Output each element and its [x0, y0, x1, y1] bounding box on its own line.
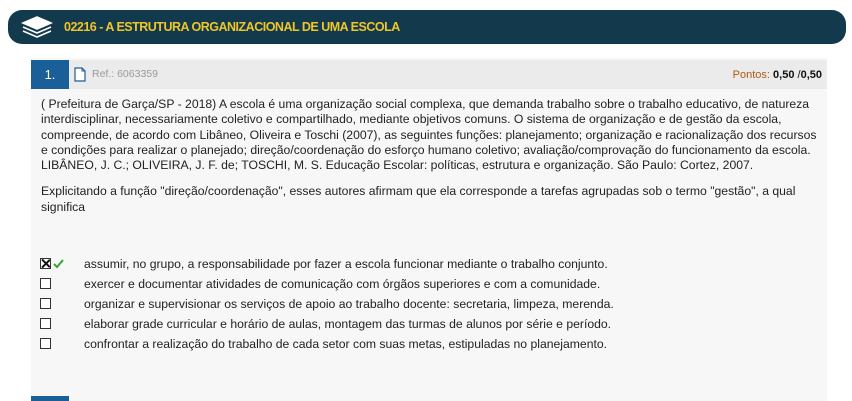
- answer-option-d[interactable]: [40, 318, 820, 338]
- question-prompt: Explicitando a função "direção/coordenação", esses autores afirmam que ela corresponde a tarefas agrupadas sob o termo "gestão", a qual significa: [41, 184, 796, 214]
- answer-option-e[interactable]: [40, 338, 820, 358]
- answer-option-a[interactable]: [40, 258, 820, 278]
- answer-text-c: organizar e supervisionar os serviços de apoio ao trabalho docente: secretaria, limpeza, merenda.: [84, 297, 614, 311]
- correct-check-icon: [53, 259, 64, 269]
- answer-checkbox-c[interactable]: [40, 298, 51, 309]
- answer-option-b[interactable]: [40, 278, 820, 298]
- course-title: 02216 - A ESTRUTURA ORGANIZACIONAL DE UMA ESCOLA: [64, 20, 400, 34]
- answer-text-a: assumir, no grupo, a responsabilidade por fazer a escola funcionar mediante o trabalho conjunto.: [84, 257, 608, 271]
- next-question-tab[interactable]: [31, 396, 69, 401]
- answer-text-e: confrontar a realização do trabalho de cada setor com suas metas, estipuladas no planejamento.: [84, 337, 608, 351]
- points-label: Pontos:: [732, 69, 770, 81]
- question-ref: Ref.: 6063359: [92, 68, 158, 80]
- answer-checkbox-d[interactable]: [40, 318, 51, 329]
- answer-options: [40, 258, 820, 358]
- question-number: 1.: [31, 60, 69, 89]
- points-total: 0,50: [800, 69, 822, 81]
- points-separator: /: [797, 69, 801, 81]
- answer-checkbox-a[interactable]: [40, 258, 51, 269]
- question-content: [41, 97, 821, 226]
- answer-option-c[interactable]: [40, 298, 820, 318]
- answer-text-b: exercer e documentar atividades de comunicação com órgãos superiores e com a comunidade.: [84, 277, 601, 291]
- answer-checkbox-b[interactable]: [40, 278, 51, 289]
- question-bar: [31, 60, 827, 89]
- answer-text-d: elaborar grade curricular e horário de aulas, montagem das turmas de alunos por série e período.: [84, 317, 612, 331]
- answer-checkbox-e[interactable]: [40, 338, 51, 349]
- question-statement: ( Prefeitura de Garça/SP - 2018) A escola é uma organização social complexa, que demanda trabalho sobre o trabalho educativo, de natureza interdisciplinar, necessariamente coletivo e compartilhado, mediante objetivos comuns. O sistema de organização e de gestão da escola, compreende, de acordo com Libâneo, Oliveira e Toschi (2007), as seguintes funções: planejamento; organização e racionalização dos recursos e condições para realizar o planejado; direção/coordenação do esforço humano coletivo; avaliação/comprovação do funcionamento da escola. LIBÂNEO, J. C.; OLIVEIRA, J. F. de; TOSCHI, M. S. Educação Escolar: políticas, estrutura e organização. São Paulo: Cortez, 2007.: [41, 97, 817, 173]
- question-points: [733, 69, 822, 81]
- points-score: 0,50: [773, 69, 795, 81]
- books-icon: [20, 14, 54, 40]
- document-icon: [74, 67, 86, 82]
- course-header: [8, 10, 846, 44]
